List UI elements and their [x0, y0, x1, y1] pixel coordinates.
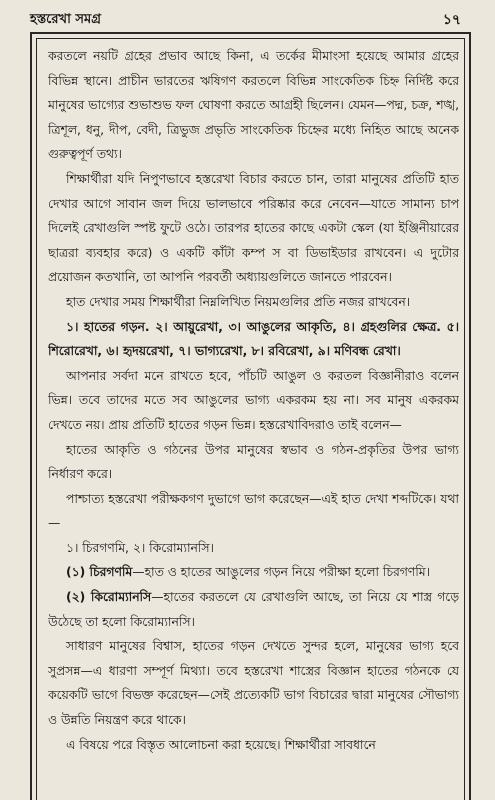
page-body	[48, 44, 459, 796]
rules-list: ১। হাতের গড়ন. ২। আয়ুরেখা, ৩। আঙুলের আকৃতি, ৪। গ্রহগুলির ক্ষেত্র. ৫। শিরোরেখা, ৬। হৃদয়রেখা, ৭। ভাগ্যরেখা, ৮। রবিরেখা, ৯। মণিবন্ধ রেখা।	[48, 319, 459, 359]
running-title: হস্তরেখা সমগ্র	[30, 11, 101, 27]
paragraph-1: করতলে নয়টি গ্রহের প্রভাব আছে কিনা, এ তর্কের মীমাংসা হয়েছে আমার গ্রহের বিভিন্ন স্থানে। প্রাচীন ভারতের ঋষিগণ করতলে বিভিন্ন সাংকেতিক চিহ্ন নির্দিষ্ট করে মানুষের ভাগ্যের শুভাশুভ ফল ঘোষণা করতে আগ্রহী ছিলেন। যেমন—পদ্ম, চক্র, শঙ্খ, ত্রিশূল, ধনু, দীপ, বেদী, ত্রিভুজ প্রভৃতি সাংকেতিক চিহ্নের মধ্যে নিহিত আছে অনেক গুরুত্বপূর্ণ তথ্য।	[48, 49, 459, 162]
definition-2-term: (২) কিরোম্যানসি	[66, 590, 152, 605]
paragraph-5: হাতের আকৃতি ও গঠনের উপর মানুষের স্বভাব ও গঠন-প্রকৃতির উপর ভাগ্য নির্ধারণ করে।	[48, 442, 459, 482]
definition-2-text: —হাতের করতলে যে রেখাগুলি আছে, তা নিয়ে যে শাস্ত্র গড়ে উঠেছে তা হলো কিরোম্যানসি।	[48, 590, 459, 629]
paragraph-4: আপনার সর্বদা মনে রাখতে হবে, পাঁচটি আঙুল ও করতল বিজ্ঞানীরাও বলেন ভিন্ন। তবে তাদের মতে সব আঙুলের ভাগ্য একরকম হয় না। সব মানুষ একরকম দেখতে নয়। প্রায় প্রতিটি হাতের গড়ন ভিন্ন। হস্তরেখাবিদরাও তাই বলেন—	[48, 368, 459, 432]
definition-1-term: (১) চিরগণমি	[66, 565, 133, 580]
paragraph-3: হাত দেখার সময় শিক্ষার্থীরা নিম্নলিখিত নিয়মগুলির প্রতি নজর রাখবেন।	[66, 294, 411, 309]
definition-1	[48, 560, 459, 585]
paragraph-2: শিক্ষার্থীরা যদি নিপুণভাবে হস্তরেখা বিচার করতে চান, তারা মানুষের প্রতিটি হাত দেখার আগে সাবান জল দিয়ে ভালভাবে পরিষ্কার করে নেবেন—যাতে সামান্য চাপ দিলেই রেখাগুলি স্পষ্ট ফুটে ওঠে। তারপর হাতের কাছে একটা স্কেল (যা ইঞ্জিনীয়ারের ছাত্ররা ব্যবহার করে) ও একটি কাঁটা কম্প স বা ডিভাইডার রাখবেন। এ দুটোর প্রয়োজন কতখানি, তা আপনি পরবর্তী অধ্যায়গুলিতে জানতে পারবেন।	[48, 171, 459, 285]
definition-1-text: —হাত ও হাতের আঙুলের গড়ন নিয়ে পরীক্ষা হলো চিরগণমি।	[132, 565, 430, 580]
paragraph-6: পাশ্চাত্য হস্তরেখা পরীক্ষকগণ দুভাগে ভাগ করেছেন—এই হাত দেখা শব্দটিকে। যথা—	[48, 491, 459, 531]
paragraph-8: এ বিষয়ে পরে বিস্তৃত আলোচনা করা হয়েছে। শিক্ষার্থীরা সাবধানে	[66, 737, 376, 752]
page-header	[30, 8, 461, 32]
division-list: ১। চিরগণমি, ২। কিরোম্যানসি।	[66, 540, 214, 555]
definition-2	[48, 585, 459, 634]
page-number: ১৭	[442, 12, 461, 28]
paragraph-7: সাধারণ মানুষের বিশ্বাস, হাতের গড়ন দেখতে সুন্দর হলে, মানুষের ভাগ্য হবে সুপ্রসন্ন—এ ধারণা সম্পূর্ণ মিথ্যা। তবে হস্তরেখা শাস্ত্রের বিজ্ঞান হাতের গঠনকে যে কয়েকটি ভাগে বিভক্ত করেছেন—সেই প্রত্যেকটি ভাগ বিচারের দ্বারা মানুষের সৌভাগ্য ও উন্নতি নিয়ন্ত্রণ করে থাকে।	[48, 639, 459, 728]
